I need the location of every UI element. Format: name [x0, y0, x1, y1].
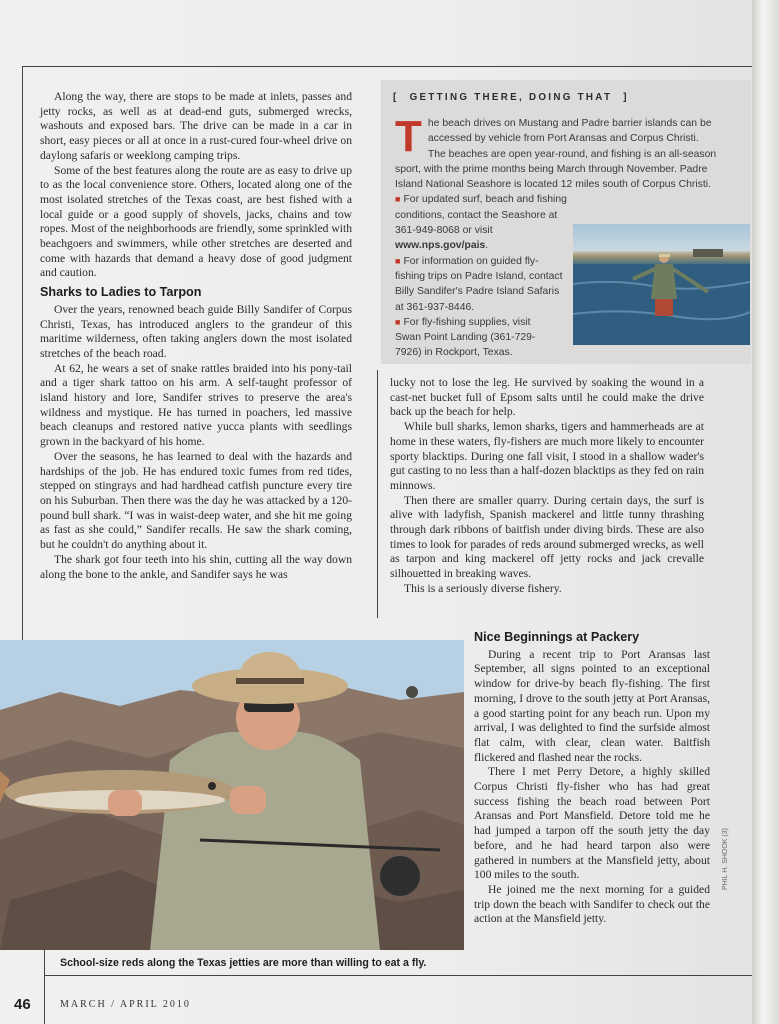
next-page-edge: [752, 0, 779, 1024]
photo-credit: PHIL H. SHOOK (3): [722, 828, 729, 890]
wading-angler-photo: [573, 224, 750, 345]
wading-angler-illustration: [573, 224, 750, 345]
page-number: 46: [14, 996, 31, 1013]
angler-with-redfish-photo: [0, 640, 464, 950]
sidebar-heading: [393, 90, 629, 105]
sidebar-item: [395, 315, 555, 361]
section-heading: Nice Beginnings at Packery: [474, 630, 640, 644]
frame-bottom-line: [44, 975, 752, 976]
article-column-2: [390, 376, 704, 597]
caption-rule: [44, 950, 45, 1024]
sidebar-item: [395, 254, 563, 315]
body-paragraph: He joined me the next morning for a guided trip down the beach with Sandifer to check out the action at the Mansfield jetty.: [474, 882, 710, 926]
issue-date: MARCH / APRIL 2010: [60, 999, 191, 1010]
sidebar-item-text: For information on guided fly-fishing trips on Padre Island, contact Billy Sandifer's Padre Island Safaris at 361-937-8446.: [395, 255, 563, 313]
sidebar-item-text: For updated surf, beach and fishing conditions, contact the Seashore at 361-949-8068 or visit: [395, 194, 567, 237]
body-paragraph: Along the way, there are stops to be made at inlets, passes and jetty rocks, as well as at dead-end guts, submerged wrecks, washouts and exposed bars. The drive can be made in a car in short, easy pieces or all at once in a rust-cured four-wheel drive on daylong safaris or weeklong camping trips.: [40, 90, 352, 162]
website-link[interactable]: www.nps.gov/pais: [395, 240, 486, 252]
body-paragraph: Over the seasons, he has learned to deal with the hazards and hardships of the job. He has endured toxic fumes from red tides, stepped on stingrays and had hardhead catfish puncture every tire on his Suburban. Then there was the day he was attacked by a 120-pound bull shark. “I was in waist-deep water, and she hit me going as fast as she could,” Sandifer recalls. He saw the shark coming, but he couldn't do anything about it.: [40, 449, 352, 552]
photo-caption: School-size reds along the Texas jetties are more than willing to eat a fly.: [60, 957, 427, 969]
body-paragraph: Some of the best features along the route are as easy to drive up to as the local convenience store. Others, located along one of the most isolated stretches of the Texas coast, are best fished with a local guide or a good supply of shovels, jacks, chains and tow ropes. Most of the neighborhoods are friendly, some sprinkled with beachgoers and swimmers, while other stretches are deserted and come with hazards that demand a heavy dose of good judgment and caution.: [40, 163, 352, 280]
frame-top-line: [22, 66, 752, 67]
column-rule: [377, 370, 378, 618]
body-paragraph: While bull sharks, lemon sharks, tigers and hammerheads are at home in these waters, fly-fishers are much more likely to encounter sporty blacktips. During one fall visit, I stood in a shallow wader's gut casting to no less than a half-dozen blacktips as they fed on rain minnows.: [390, 420, 704, 492]
angler-with-redfish-illustration: [0, 640, 464, 950]
sidebar-heading-bracket: ]: [623, 92, 629, 103]
sidebar-heading-bracket: [: [393, 92, 399, 103]
frame-left-line: [22, 66, 23, 640]
square-bullet-icon: ■: [395, 194, 401, 205]
square-bullet-icon: ■: [395, 316, 401, 327]
body-paragraph: There I met Perry Detore, a highly skilled Corpus Christi fly-fisher who has had great success fishing the beach road between Port Aransas and Port Mansfield. Detore told me he had jumped a tarpon off the south jetty the day before, and he had heard tarpon also were gathered in numbers at the Mansfield jetty, about 100 miles to the south.: [474, 765, 710, 882]
body-paragraph: During a recent trip to Port Aransas last September, all signs pointed to an exceptional window for drive-by beach fly-fishing. The first morning, I drove to the south jetty at Port Aransas, a good starting point for any beach run. Upon my arrival, I was delighted to find the surfside almost flat calm, with clear, clean water. Baitfish flickered and flashed near the rocks.: [474, 647, 710, 764]
sidebar-heading-text: GETTING THERE, DOING THAT: [409, 92, 613, 103]
article-column-1: [40, 90, 352, 582]
sidebar-item-text: For fly-fishing supplies, visit Swan Point Landing (361-729-7926) in Rockport, Texas.: [395, 316, 536, 359]
section-heading: Sharks to Ladies to Tarpon: [40, 285, 202, 300]
body-paragraph: Over the years, renowned beach guide Billy Sandifer of Corpus Christi, Texas, has introduced anglers to the grandeur of this maritime wilderness, often taking anglers down the most isolated stretches of the beach road.: [40, 302, 352, 360]
body-paragraph: lucky not to lose the leg. He survived by soaking the wound in a cast-net bucket full of Epsom salts until he could make the drive back up the beach for help.: [390, 376, 704, 419]
body-paragraph: This is a seriously diverse fishery.: [404, 581, 562, 595]
body-paragraph: At 62, he wears a set of snake rattles braided into his pony-tail and a tiger shark tattoo on his arm. A self-taught professor of island history and lore, Sandifer strives to preserve the area's wildness and mystique. He has turned in poachers, led massive beach cleanups and restored native yucca plants with seedlings grown in the backyard of his home.: [40, 361, 352, 449]
drop-cap: T: [395, 112, 422, 161]
sidebar-item-punct: .: [485, 240, 489, 252]
body-paragraph: The shark got four teeth into his shin, cutting all the way down along the bone to the ankle, and Sandifer says he was: [40, 552, 352, 581]
article-column-3: [474, 630, 710, 927]
square-bullet-icon: ■: [395, 255, 401, 266]
body-paragraph: Then there are smaller quarry. During certain days, the surf is alive with ladyfish, Spanish mackerel and little tunny thrashing through dark ribbons of baitfish under diving birds. These are also times to look for parades of reds around submerged wrecks, as well as tarpon and king mackerel off jetty rocks and jack crevalle silhouetted in breaking waves.: [390, 493, 704, 581]
sidebar-intro-text: he beach drives on Mustang and Padre barrier islands can be accessed by vehicle from Port Aransas and Corpus Christi. The beaches are open year-round, and fishing is an all-season sport, with the prime months being March through November. Padre Island National Seashore is located 12 miles south of Corpus Christi.: [395, 118, 717, 191]
sidebar-item: [395, 192, 573, 253]
sidebar-intro: [395, 112, 717, 192]
